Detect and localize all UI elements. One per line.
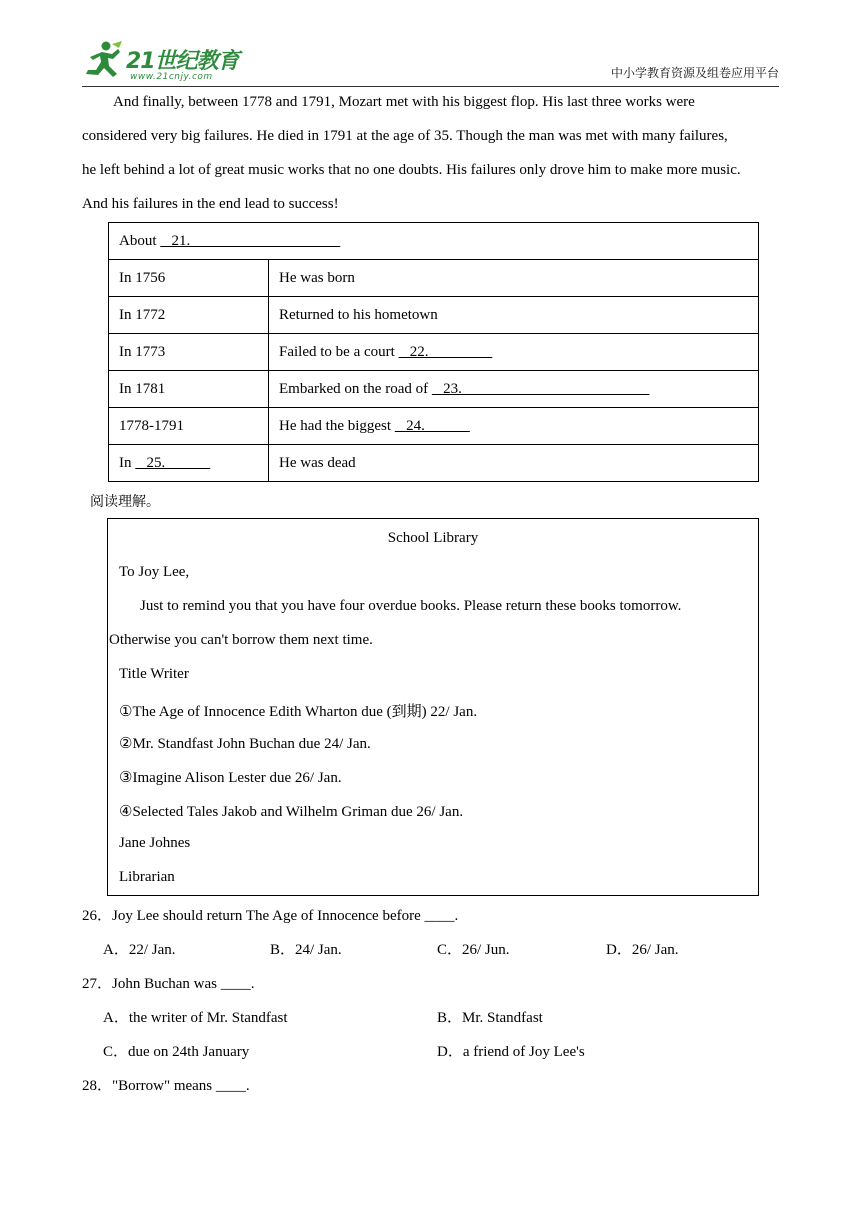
table-row xyxy=(109,297,759,334)
event-cell xyxy=(269,334,759,371)
option-b[interactable]: B．24/ Jan. xyxy=(270,942,342,958)
answer-blank-21[interactable]: 21. xyxy=(160,232,341,249)
table-row xyxy=(109,334,759,371)
page-header xyxy=(82,38,779,87)
book-item: ④Selected Tales Jakob and Wilhelm Griman due 26/ Jan. xyxy=(119,804,464,820)
year-cell: 1778-1791 xyxy=(109,408,269,445)
table-title-cell xyxy=(109,223,759,260)
option-c[interactable]: C．26/ Jun. xyxy=(437,942,510,958)
site-logo xyxy=(82,40,252,84)
book-item: ③Imagine Alison Lester due 26/ Jan. xyxy=(119,770,342,786)
answer-blank-22[interactable]: 22. xyxy=(398,343,493,360)
event-cell: He was born xyxy=(269,260,759,297)
event-cell: He was dead xyxy=(269,445,759,482)
answer-blank-24[interactable]: 24. xyxy=(394,417,470,434)
event-text: Failed to be a court xyxy=(279,343,395,360)
passage-line: considered very big failures. He died in 1791 at the age of 35. Though the man was met with many failures, xyxy=(82,128,728,144)
logo-url: www.21cnjy.com xyxy=(130,72,213,82)
answer-blank-23[interactable]: 23. xyxy=(431,380,650,397)
option-b[interactable]: B．Mr. Standfast xyxy=(437,1010,543,1026)
option-d[interactable]: D．a friend of Joy Lee's xyxy=(437,1044,585,1060)
notice-signer-title: Librarian xyxy=(119,869,175,885)
year-text: In xyxy=(119,454,132,471)
year-cell: In 1756 xyxy=(109,260,269,297)
question-stem: 26．Joy Lee should return The Age of Innocence before ____. xyxy=(82,908,459,924)
logo-text: 21世纪教育 xyxy=(126,49,239,74)
section-label: 阅读理解。 xyxy=(90,494,160,510)
notice-signer: Jane Johnes xyxy=(119,835,191,851)
table-row xyxy=(109,260,759,297)
year-cell: In 1773 xyxy=(109,334,269,371)
notice-greeting: To Joy Lee, xyxy=(119,564,190,580)
passage-line: he left behind a lot of great music works that no one doubts. His failures only drove him to make more music. xyxy=(82,162,741,178)
passage-line: And finally, between 1778 and 1791, Mozart met with his biggest flop. His last three works were xyxy=(113,94,695,110)
event-text: He had the biggest xyxy=(279,417,392,434)
event-text: Embarked on the road of xyxy=(279,380,429,397)
year-cell: In 1772 xyxy=(109,297,269,334)
option-a[interactable]: A．the writer of Mr. Standfast xyxy=(103,1010,288,1026)
year-cell xyxy=(109,445,269,482)
option-c[interactable]: C．due on 24th January xyxy=(103,1044,250,1060)
table-title-row xyxy=(109,223,759,260)
question-stem: 27．John Buchan was ____. xyxy=(82,976,255,992)
event-cell xyxy=(269,408,759,445)
timeline-table xyxy=(108,222,759,482)
year-cell: In 1781 xyxy=(109,371,269,408)
library-notice xyxy=(107,518,759,896)
answer-blank-25[interactable]: 25. xyxy=(135,454,211,471)
question-stem: 28．"Borrow" means ____. xyxy=(82,1078,250,1094)
table-row xyxy=(109,408,759,445)
table-title: About xyxy=(119,232,157,249)
notice-body: Otherwise you can't borrow them next time. xyxy=(109,632,373,648)
event-cell: Returned to his hometown xyxy=(269,297,759,334)
runner-icon xyxy=(82,40,126,80)
book-item: ①The Age of Innocence Edith Wharton due (到期) 22/ Jan. xyxy=(119,704,478,720)
platform-name: 中小学教育资源及组卷应用平台 xyxy=(610,66,779,80)
table-row xyxy=(109,445,759,482)
passage-line: And his failures in the end lead to success! xyxy=(82,196,339,212)
notice-title: School Library xyxy=(387,530,479,546)
notice-body: Just to remind you that you have four overdue books. Please return these books tomorrow. xyxy=(140,598,682,614)
table-row xyxy=(109,371,759,408)
option-d[interactable]: D．26/ Jan. xyxy=(606,942,679,958)
option-a[interactable]: A．22/ Jan. xyxy=(103,942,176,958)
event-cell xyxy=(269,371,759,408)
list-header: Title Writer xyxy=(119,666,189,682)
book-item: ②Mr. Standfast John Buchan due 24/ Jan. xyxy=(119,736,371,752)
